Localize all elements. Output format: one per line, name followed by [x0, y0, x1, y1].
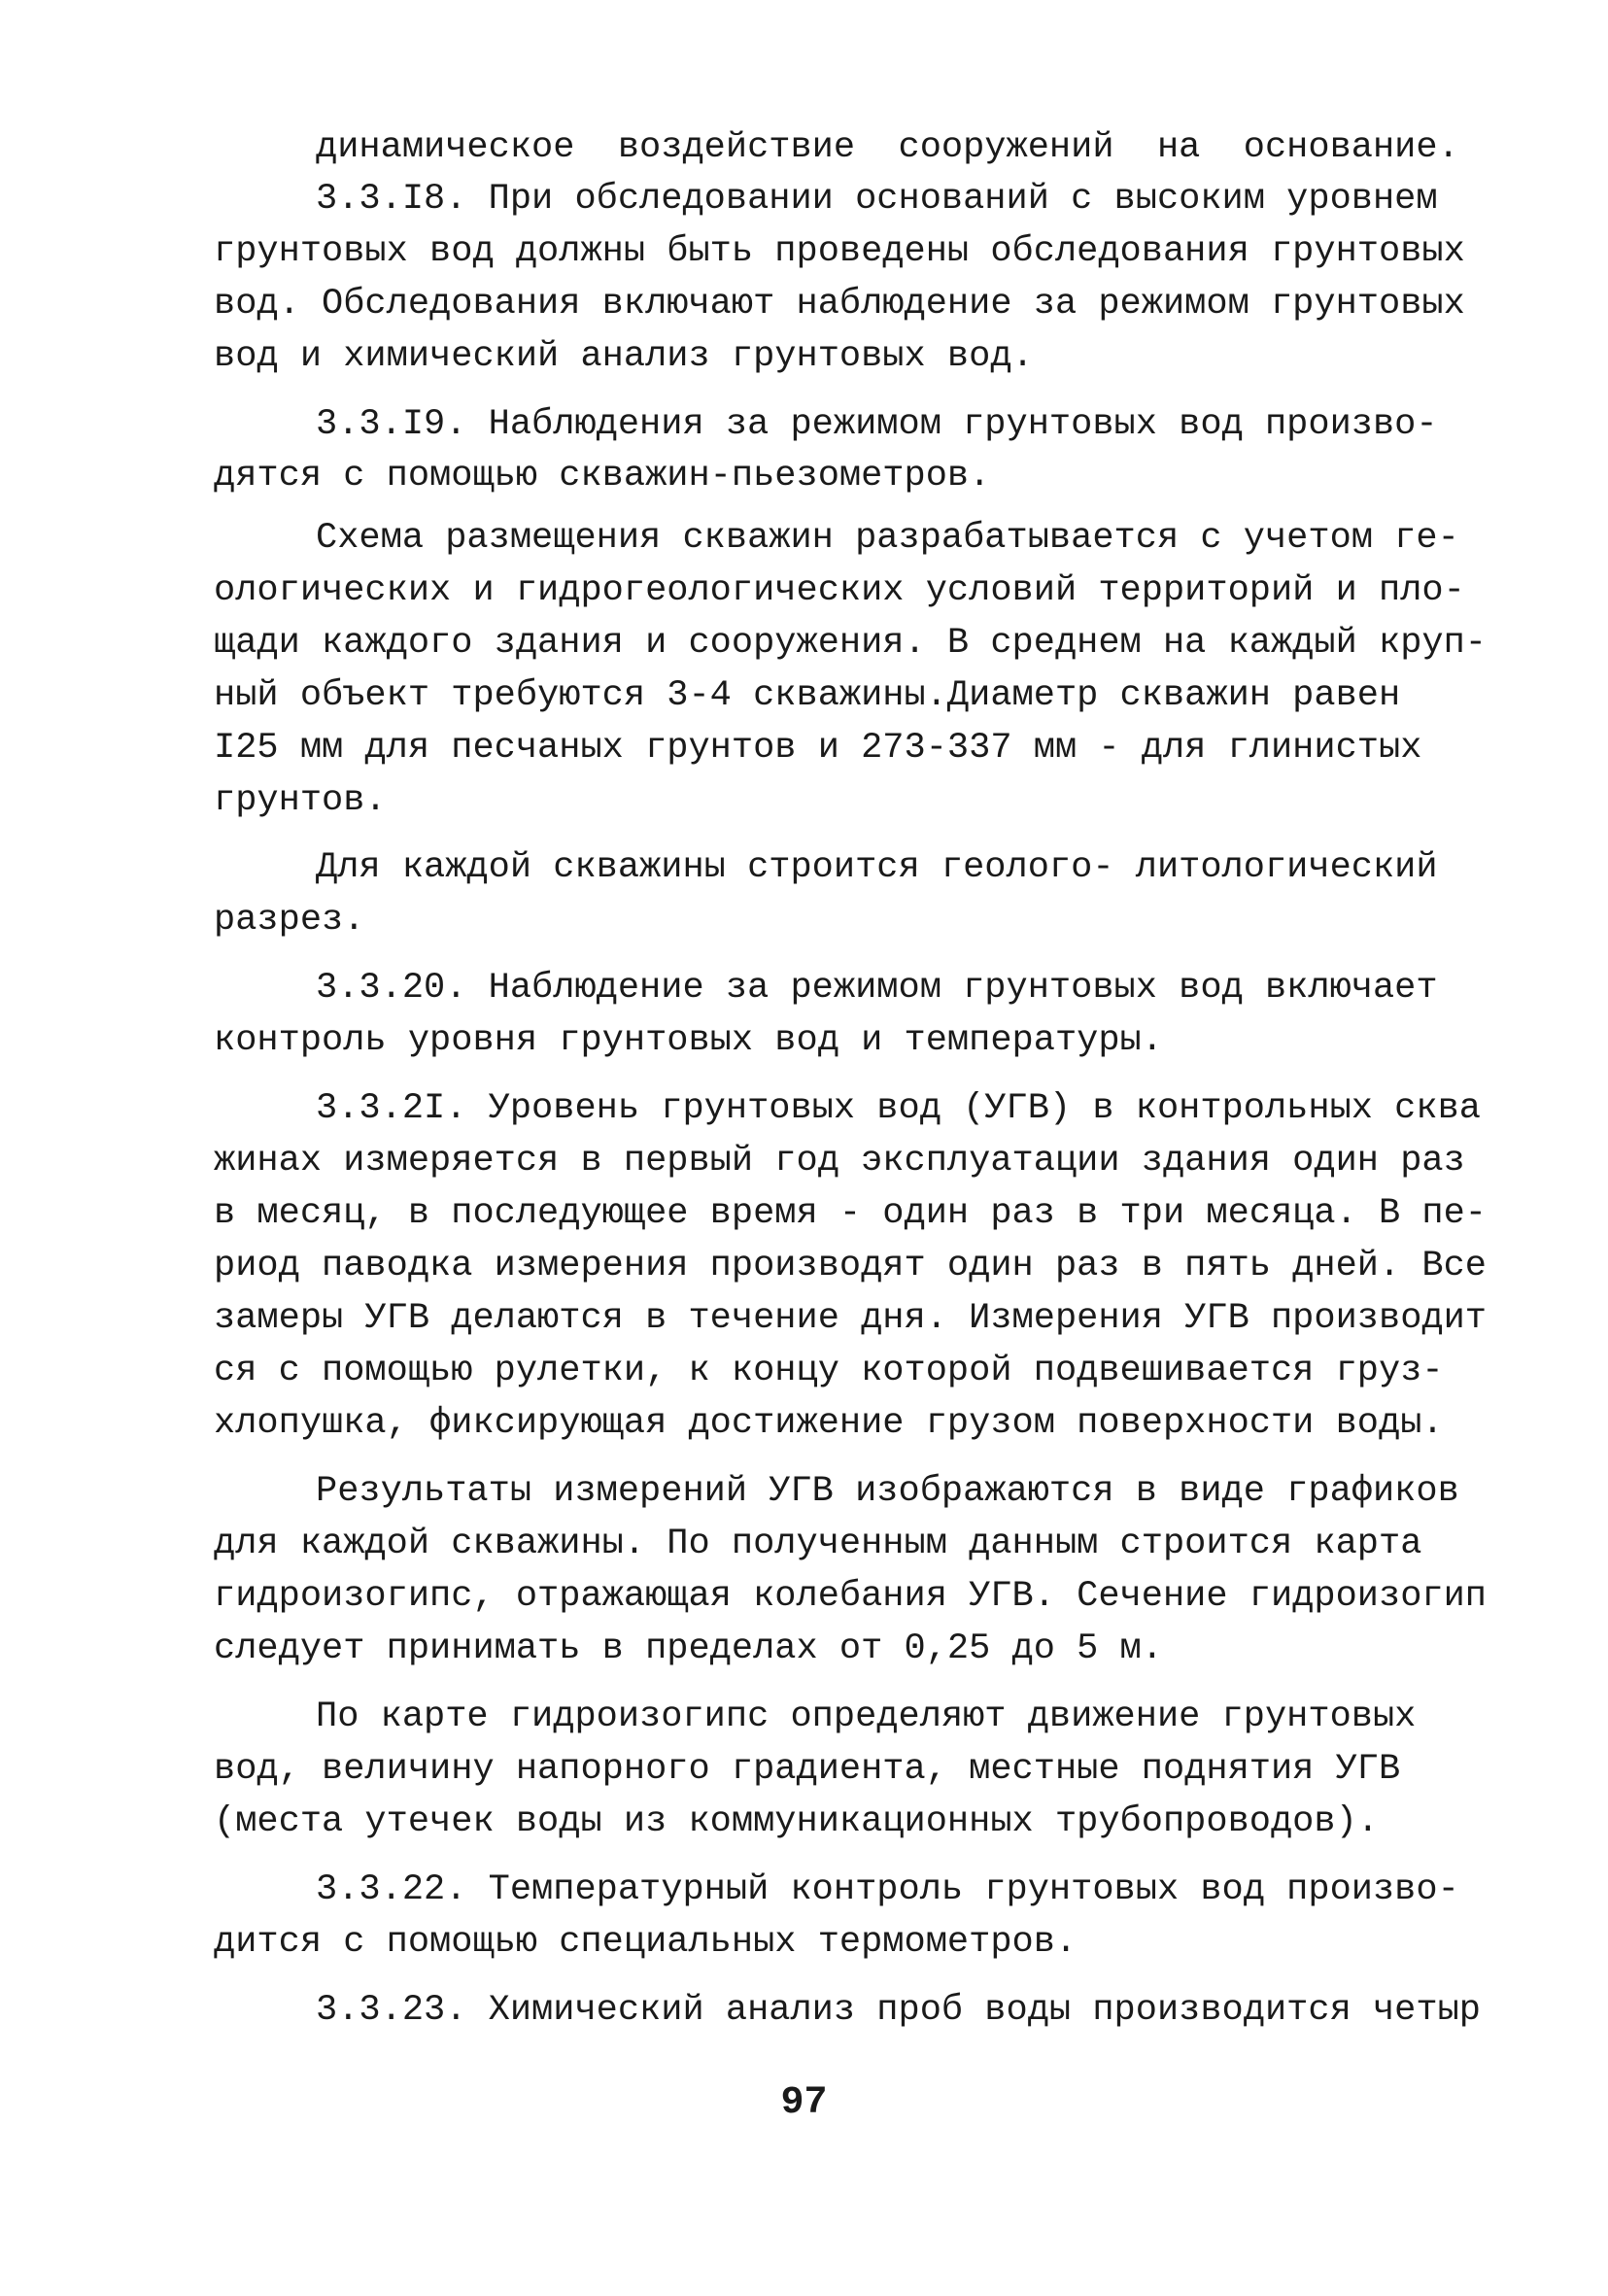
text-line: 3.3.20. Наблюдение за режимом грунтовых вод включает	[316, 968, 1438, 1009]
text-line: ный объект требуются 3-4 скважины.Диаметр скважин равен	[214, 675, 1401, 716]
text-line: 3.3.22. Температурный контроль грунтовых вод произво-	[316, 1869, 1459, 1910]
text-line: ся с помощью рулетки, к концу которой подвешивается груз-	[214, 1351, 1444, 1391]
text-line: для каждой скважины. По полученным данным строится карта	[214, 1524, 1422, 1564]
text-line: дятся с помощью скважин-пьезометров.	[214, 456, 991, 497]
text-line: вод. Обследования включают наблюдение за режимом грунтовых	[214, 284, 1465, 325]
text-line: грунтовых вод должны быть проведены обследования грунтовых	[214, 231, 1465, 272]
text-line: вод и химический анализ грунтовых вод.	[214, 336, 1034, 377]
page-number: 97	[780, 2081, 828, 2125]
text-line: в месяц, в последующее время - один раз в три месяца. В пе-	[214, 1193, 1488, 1234]
text-line: дится с помощью специальных термометров.	[214, 1922, 1078, 1963]
text-line: разрез.	[214, 900, 365, 941]
text-line: жинах измеряется в первый год эксплуатации здания один раз	[214, 1141, 1465, 1182]
text-line: 3.3.2I. Уровень грунтовых вод (УГВ) в контрольных сква	[316, 1088, 1481, 1129]
text-line: вод, величину напорного градиента, местные поднятия УГВ	[214, 1749, 1401, 1790]
text-line: ологических и гидрогеологических условий территорий и пло-	[214, 570, 1465, 611]
text-line: По карте гидроизогипс определяют движение грунтовых	[316, 1696, 1417, 1737]
text-line: грунтов.	[214, 780, 387, 821]
text-line: Для каждой скважины строится геолого- литологический	[316, 847, 1438, 888]
text-line: динамическое воздействие сооружений на основание.	[316, 127, 1459, 168]
text-line: следует принимать в пределах от 0,25 до 5 м.	[214, 1628, 1163, 1669]
text-line: замеры УГВ делаются в течение дня. Измерения УГВ производит	[214, 1298, 1488, 1339]
text-line: хлопушка, фиксирующая достижение грузом поверхности воды.	[214, 1403, 1444, 1444]
text-line: Результаты измерений УГВ изображаются в виде графиков	[316, 1471, 1459, 1512]
text-line: (места утечек воды из коммуникационных трубопроводов).	[214, 1801, 1379, 1842]
text-line: щади каждого здания и сооружения. В среднем на каждый круп-	[214, 623, 1488, 664]
text-line: I25 мм для песчаных грунтов и 273-337 мм - для глинистых	[214, 728, 1422, 769]
text-line: 3.3.23. Химический анализ проб воды производится четыр	[316, 1990, 1481, 2031]
text-line: Схема размещения скважин разрабатывается с учетом ге-	[316, 518, 1459, 559]
text-line: контроль уровня грунтовых вод и температуры.	[214, 1020, 1163, 1061]
text-line: 3.3.I9. Наблюдения за режимом грунтовых вод произво-	[316, 404, 1438, 445]
text-line: риод паводка измерения производят один раз в пять дней. Все	[214, 1246, 1488, 1286]
text-line: гидроизогипс, отражающая колебания УГВ. Сечение гидроизогип	[214, 1576, 1488, 1617]
text-line: 3.3.I8. При обследовании оснований с высоким уровнем	[316, 179, 1438, 220]
